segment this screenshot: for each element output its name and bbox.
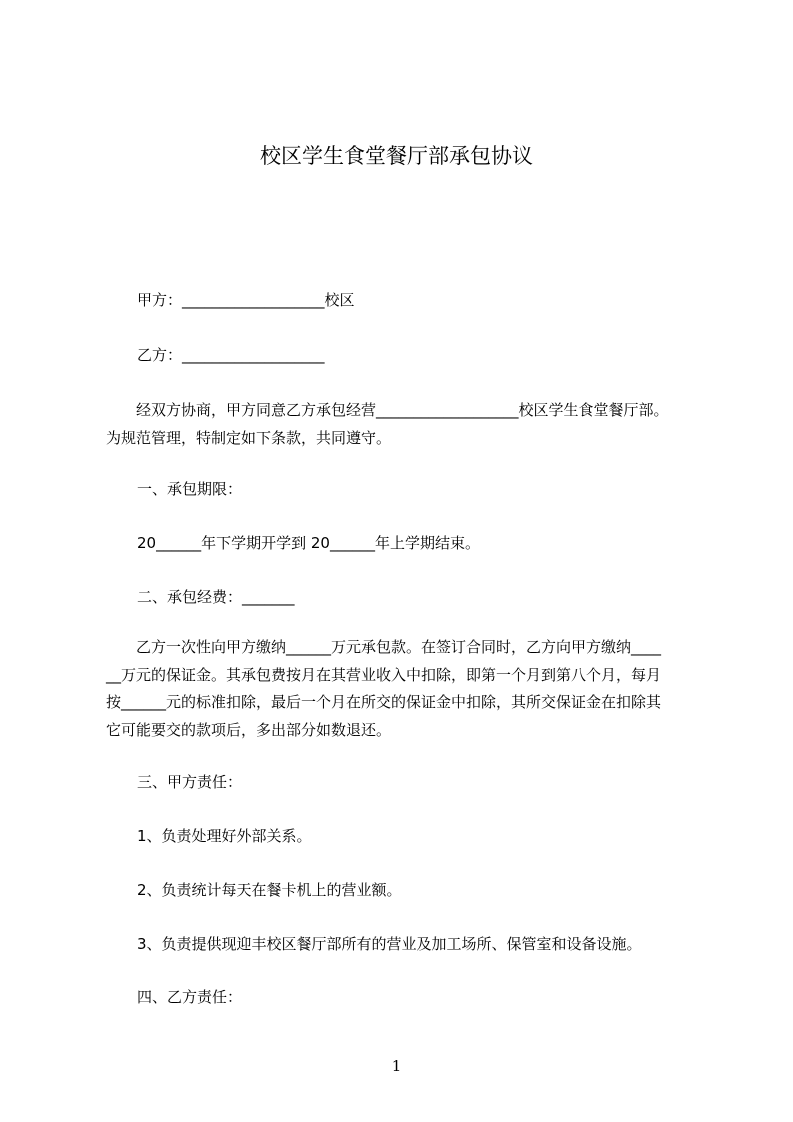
intro-paragraph [106,397,706,452]
section-2-line-3: 按______元的标准扣除，最后一个月在所交的保证金中扣除，其所交保证金在扣除其 [106,693,662,711]
section-2-line-2: __万元的保证金。其承包费按月在其营业收入中扣除，即第一个月到第八个月，每月 [106,665,662,684]
section-4-heading: 四、乙方责任： [137,988,243,1006]
intro-line-2: 为规范管理，特制定如下条款，共同遵守。 [106,428,392,447]
section-3-item-1: 1、负责处理好外部关系。 [137,827,312,845]
section-3-item-2: 2、负责统计每天在餐卡机上的营业额。 [137,881,402,899]
party-a-line: 甲方：___________________校区 [137,291,355,309]
section-2-paragraph [106,634,706,744]
section-1-content: 20______年下学期开学到 20______年上学期结束。 [137,534,480,552]
section-2-line-1: 乙方一次性向甲方缴纳______万元承包款。在签订合同时，乙方向甲方缴纳____ [136,638,662,656]
section-2-line-4: 它可能要交的款项后，多出部分如数退还。 [106,720,392,739]
intro-line-1: 经双方协商，甲方同意乙方承包经营___________________校区学生食堂餐厅部。 [136,401,669,419]
document-title: 校区学生食堂餐厅部承包协议 [260,144,533,168]
section-3-item-3: 3、负责提供现迎丰校区餐厅部所有的营业及加工场所、保管室和设备设施。 [137,935,642,953]
party-b-line: 乙方：___________________ [137,346,325,364]
section-2-heading: 二、承包经费：_______ [137,588,295,606]
section-3-heading: 三、甲方责任： [137,773,243,791]
page-number: 1 [391,1057,402,1075]
section-1-heading: 一、承包期限： [137,480,243,498]
